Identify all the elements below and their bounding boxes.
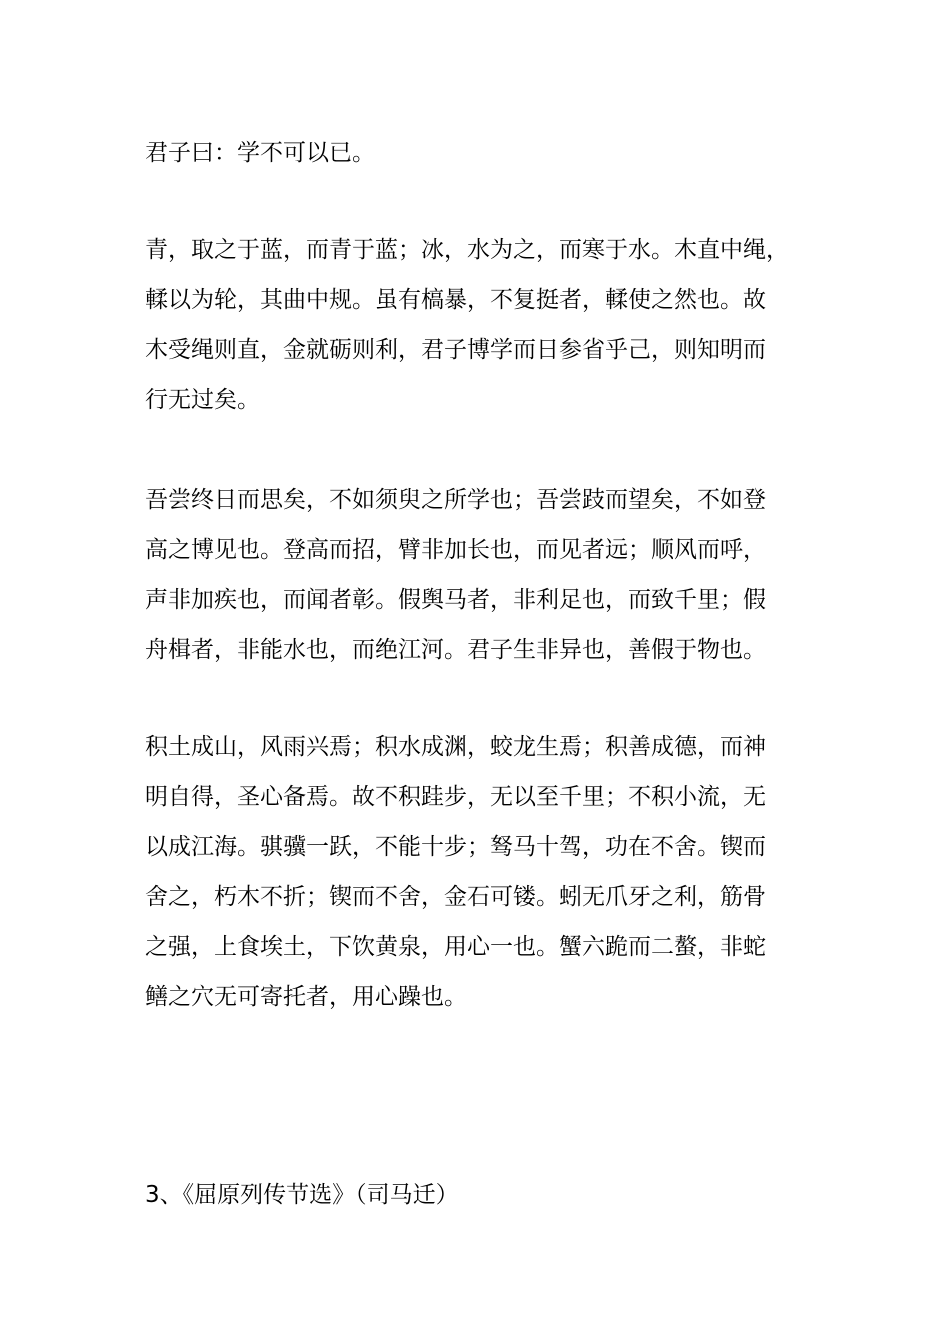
text-line: 舟楫者，非能水也，而绝江河。君子生非异也，善假于物也。 (145, 637, 766, 663)
text-line: 輮以为轮，其曲中规。虽有槁暴，不复挺者，輮使之然也。故 (145, 287, 766, 313)
paragraph-leverage (145, 475, 845, 675)
text-line: 行无过矣。 (145, 387, 260, 413)
paragraph-intro (145, 128, 845, 178)
text-line: 之强，上食埃土，下饮黄泉，用心一也。蟹六跪而二螯，非蛇 (145, 934, 766, 960)
text-line: 明自得，圣心备焉。故不积跬步，无以至千里；不积小流，无 (145, 784, 766, 810)
text-line: 吾尝终日而思矣，不如须臾之所学也；吾尝跂而望矣，不如登 (145, 487, 766, 513)
text-line: 舍之，朽木不折；锲而不舍，金石可镂。蚓无爪牙之利，筋骨 (145, 884, 766, 910)
section-heading (145, 1170, 845, 1220)
text-line: 高之博见也。登高而招，臂非加长也，而见者远；顺风而呼， (145, 537, 766, 563)
text-line: 君子曰：学不可以已。 (145, 140, 375, 166)
text-line: 木受绳则直，金就砺则利，君子博学而日参省乎己，则知明而 (145, 337, 766, 363)
paragraph-accumulation (145, 722, 845, 1022)
text-line: 青，取之于蓝，而青于蓝；冰，水为之，而寒于水。木直中绳， (145, 237, 789, 263)
text-line: 积土成山，风雨兴焉；积水成渊，蛟龙生焉；积善成德，而神 (145, 734, 766, 760)
paragraph-blue-analogy (145, 225, 845, 425)
text-line: 鳝之穴无可寄托者，用心躁也。 (145, 984, 467, 1010)
text-line: 以成江海。骐骥一跃，不能十步；驽马十驾，功在不舍。锲而 (145, 834, 766, 860)
heading-text: 3、《屈原列传节选》（司马迁） (145, 1182, 459, 1208)
text-line: 声非加疾也，而闻者彰。假舆马者，非利足也，而致千里；假 (145, 587, 766, 613)
